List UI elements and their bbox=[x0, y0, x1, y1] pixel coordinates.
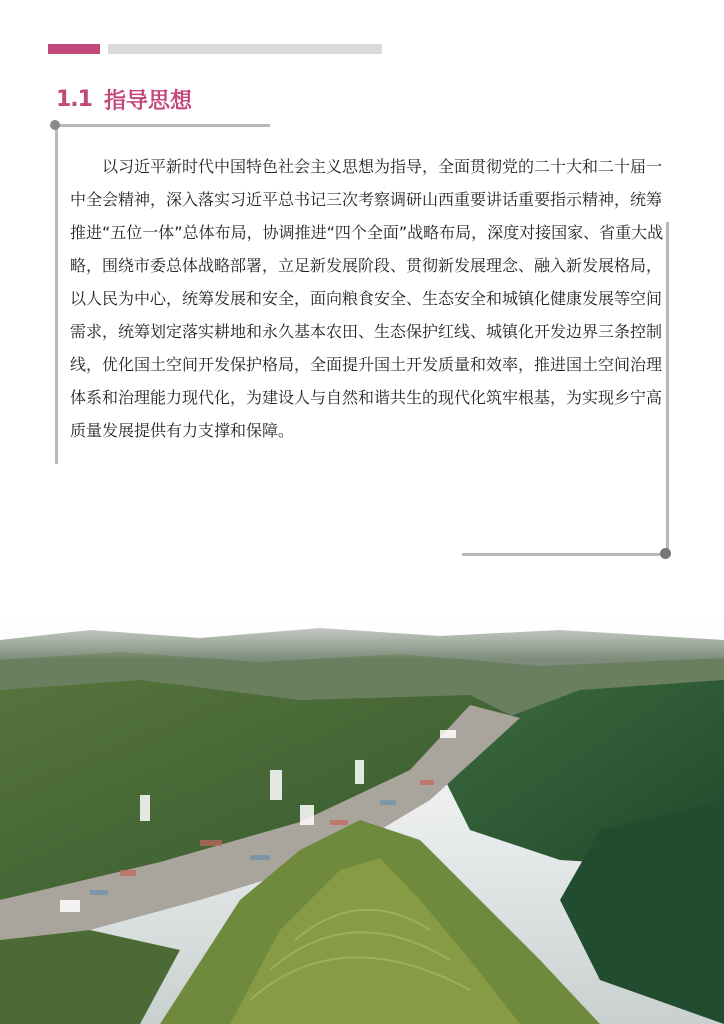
section-number: 1.1 bbox=[56, 86, 92, 112]
guiding-principle-paragraph: 以习近平新时代中国特色社会主义思想为指导，全面贯彻党的二十大和二十届一中全会精神，深入落实习近平总书记三次考察调研山西重要讲话重要指示精神，统筹推进“五位一体”总体布局，协调推进“四个全面”战略布局，深度对接国家、省重大战略，围绕市委总体战略部署，立足新发展阶段、贯彻新发展理念、融入新发展格局，以人民为中心，统筹发展和安全，面向粮食安全、生态安全和城镇化健康发展等空间需求，统筹划定落实耕地和永久基本农田、生态保护红线、城镇化开发边界三条控制线，优化国土空间开发保护格局，全面提升国土开发质量和效率，推进国土空间治理体系和治理能力现代化，为建设人与自然和谐共生的现代化筑牢根基，为实现乡宁高质量发展提供有力支撑和保障。 bbox=[70, 157, 664, 440]
frame-bottom-rule bbox=[462, 553, 668, 556]
frame-right-rule bbox=[666, 222, 669, 554]
frame-left-rule bbox=[55, 126, 58, 464]
header-gray-bar bbox=[108, 44, 382, 54]
section-heading bbox=[56, 84, 192, 114]
aerial-landscape-photo bbox=[0, 600, 724, 1024]
section-title: 指导思想 bbox=[103, 88, 192, 114]
header-accent-bar bbox=[48, 44, 100, 54]
frame-bottom-dot bbox=[660, 548, 671, 559]
frame-top-rule bbox=[56, 124, 270, 127]
body-text-block bbox=[70, 150, 666, 447]
frame-top-dot bbox=[50, 120, 60, 130]
